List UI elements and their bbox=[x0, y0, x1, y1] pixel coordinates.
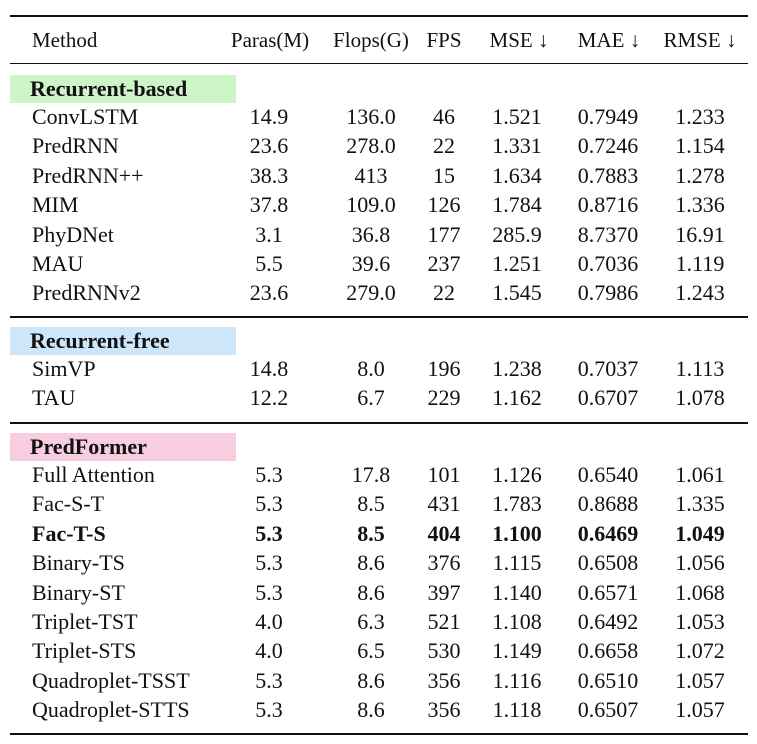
cell-params: 5.3 bbox=[255, 520, 283, 546]
header-mse: MSE ↓ bbox=[489, 28, 549, 52]
cell-flops: 6.3 bbox=[357, 609, 385, 634]
table-row bbox=[0, 666, 757, 695]
cell-mae: 0.6508 bbox=[577, 550, 639, 576]
cell-mse: 1.126 bbox=[492, 462, 542, 487]
cell-flops: 17.8 bbox=[351, 462, 391, 487]
cell-rmse: 1.057 bbox=[675, 667, 725, 693]
cell-mse: 285.9 bbox=[492, 221, 542, 247]
cell-fps: 22 bbox=[433, 133, 455, 159]
cell-params: 4.0 bbox=[255, 638, 283, 664]
cell-params: 14.9 bbox=[249, 104, 289, 129]
cell-params: 12.2 bbox=[249, 385, 289, 411]
header-rule bbox=[10, 63, 748, 64]
cell-params: 5.5 bbox=[255, 251, 283, 276]
cell-mae: 0.8688 bbox=[577, 491, 639, 517]
cell-mse: 1.238 bbox=[492, 356, 542, 381]
table-row bbox=[0, 519, 757, 548]
cell-method: Binary-TS bbox=[32, 550, 125, 576]
cell-flops: 39.6 bbox=[351, 251, 391, 276]
cell-mse: 1.118 bbox=[492, 697, 542, 723]
cell-mse: 1.149 bbox=[492, 638, 542, 664]
table-row bbox=[0, 607, 757, 636]
cell-method: Quadroplet-TSST bbox=[32, 667, 190, 693]
table-row bbox=[0, 548, 757, 577]
cell-flops: 6.7 bbox=[357, 385, 385, 411]
cell-fps: 46 bbox=[433, 104, 455, 129]
table-row bbox=[0, 161, 757, 190]
cell-params: 23.6 bbox=[249, 280, 289, 306]
cell-mae: 0.6540 bbox=[577, 462, 639, 487]
cell-fps: 126 bbox=[427, 192, 461, 218]
cell-method: PhyDNet bbox=[32, 221, 114, 247]
cell-method: Triplet-TST bbox=[32, 609, 138, 634]
cell-method: Fac-T-S bbox=[32, 520, 106, 546]
header-method: Method bbox=[32, 28, 98, 52]
cell-params: 5.3 bbox=[255, 697, 283, 723]
cell-fps: 431 bbox=[427, 491, 461, 517]
cell-mae: 0.6469 bbox=[577, 520, 639, 546]
cell-fps: 530 bbox=[427, 638, 461, 664]
cell-fps: 229 bbox=[427, 385, 461, 411]
cell-mse: 1.162 bbox=[492, 385, 542, 411]
cell-mae: 0.7246 bbox=[577, 133, 639, 159]
cell-method: Binary-ST bbox=[32, 579, 125, 605]
table-row bbox=[0, 131, 757, 160]
cell-mae: 0.6510 bbox=[577, 667, 639, 693]
cell-flops: 6.5 bbox=[357, 638, 385, 664]
cell-mse: 1.251 bbox=[492, 251, 542, 276]
cell-method: Triplet-STS bbox=[32, 638, 137, 664]
cell-mse: 1.100 bbox=[492, 520, 542, 546]
cell-mse: 1.521 bbox=[492, 104, 542, 129]
cell-method: MAU bbox=[32, 251, 84, 276]
cell-method: PredRNN bbox=[32, 133, 119, 159]
cell-rmse: 1.056 bbox=[675, 550, 725, 576]
cell-rmse: 1.061 bbox=[675, 462, 725, 487]
bottom-rule bbox=[10, 733, 748, 735]
cell-method: TAU bbox=[32, 385, 76, 411]
top-rule bbox=[10, 15, 748, 17]
cell-rmse: 1.113 bbox=[675, 356, 725, 381]
cell-rmse: 1.154 bbox=[675, 133, 725, 159]
header-rmse: RMSE ↓ bbox=[663, 28, 737, 52]
cell-method: SimVP bbox=[32, 356, 96, 381]
cell-flops: 279.0 bbox=[346, 280, 396, 306]
group-label: Recurrent-based bbox=[10, 75, 236, 103]
cell-flops: 136.0 bbox=[346, 104, 396, 129]
table-row bbox=[0, 220, 757, 249]
cell-fps: 376 bbox=[427, 550, 461, 576]
cell-fps: 101 bbox=[427, 462, 461, 487]
cell-mae: 0.7036 bbox=[577, 251, 639, 276]
cell-rmse: 1.053 bbox=[675, 609, 725, 634]
group-separator-rule bbox=[10, 316, 748, 318]
cell-params: 5.3 bbox=[255, 491, 283, 517]
group-separator-rule bbox=[10, 422, 748, 424]
cell-mae: 0.8716 bbox=[577, 192, 639, 218]
cell-rmse: 1.336 bbox=[675, 192, 725, 218]
table-row bbox=[0, 354, 757, 383]
cell-params: 23.6 bbox=[249, 133, 289, 159]
cell-mae: 8.7370 bbox=[577, 221, 639, 247]
table-row bbox=[0, 383, 757, 412]
cell-method: Quadroplet-STTS bbox=[32, 697, 190, 723]
cell-method: MIM bbox=[32, 192, 79, 218]
cell-params: 5.3 bbox=[255, 667, 283, 693]
cell-params: 38.3 bbox=[249, 162, 289, 188]
cell-params: 37.8 bbox=[249, 192, 289, 218]
cell-method: PredRNNv2 bbox=[32, 280, 141, 306]
cell-flops: 8.0 bbox=[357, 356, 385, 381]
cell-rmse: 16.91 bbox=[675, 221, 725, 247]
cell-fps: 521 bbox=[427, 609, 461, 634]
cell-mse: 1.634 bbox=[492, 162, 542, 188]
cell-params: 5.3 bbox=[255, 579, 283, 605]
group-label: PredFormer bbox=[10, 433, 236, 461]
cell-params: 3.1 bbox=[255, 221, 283, 247]
table-row bbox=[0, 489, 757, 518]
cell-mse: 1.115 bbox=[492, 550, 542, 576]
header-params: Paras(M) bbox=[230, 28, 310, 52]
cell-method: Full Attention bbox=[32, 462, 155, 487]
cell-rmse: 1.243 bbox=[675, 280, 725, 306]
cell-mae: 0.6571 bbox=[577, 579, 639, 605]
table-row bbox=[0, 102, 757, 131]
cell-fps: 15 bbox=[433, 162, 455, 188]
cell-mae: 0.7037 bbox=[577, 356, 639, 381]
table-row bbox=[0, 249, 757, 278]
cell-rmse: 1.072 bbox=[675, 638, 725, 664]
header-row bbox=[0, 26, 757, 55]
cell-fps: 404 bbox=[427, 520, 461, 546]
cell-mae: 0.7986 bbox=[577, 280, 639, 306]
cell-rmse: 1.068 bbox=[675, 579, 725, 605]
cell-mse: 1.140 bbox=[492, 579, 542, 605]
cell-params: 4.0 bbox=[255, 609, 283, 634]
cell-mse: 1.108 bbox=[492, 609, 542, 634]
cell-rmse: 1.119 bbox=[675, 251, 725, 276]
header-flops: Flops(G) bbox=[333, 28, 409, 52]
cell-rmse: 1.078 bbox=[675, 385, 725, 411]
cell-flops: 8.6 bbox=[357, 667, 385, 693]
cell-fps: 22 bbox=[433, 280, 455, 306]
cell-flops: 8.6 bbox=[357, 697, 385, 723]
group-label: Recurrent-free bbox=[10, 327, 236, 355]
cell-rmse: 1.278 bbox=[675, 162, 725, 188]
cell-rmse: 1.233 bbox=[675, 104, 725, 129]
cell-mae: 0.7949 bbox=[577, 104, 639, 129]
cell-method: Fac-S-T bbox=[32, 491, 105, 517]
cell-params: 5.3 bbox=[255, 462, 283, 487]
cell-mae: 0.6507 bbox=[577, 697, 639, 723]
cell-params: 14.8 bbox=[249, 356, 289, 381]
cell-mae: 0.7883 bbox=[577, 162, 639, 188]
header-mae: MAE ↓ bbox=[577, 28, 641, 52]
table-row bbox=[0, 695, 757, 724]
cell-fps: 356 bbox=[427, 697, 461, 723]
table-row bbox=[0, 636, 757, 665]
table-row bbox=[0, 460, 757, 489]
cell-fps: 177 bbox=[427, 221, 461, 247]
cell-flops: 8.5 bbox=[357, 520, 385, 546]
table-row bbox=[0, 278, 757, 307]
table-row bbox=[0, 578, 757, 607]
cell-flops: 8.6 bbox=[357, 550, 385, 576]
cell-flops: 8.6 bbox=[357, 579, 385, 605]
cell-mse: 1.784 bbox=[492, 192, 542, 218]
cell-rmse: 1.335 bbox=[675, 491, 725, 517]
table-row bbox=[0, 190, 757, 219]
cell-flops: 109.0 bbox=[346, 192, 396, 218]
cell-mse: 1.331 bbox=[492, 133, 542, 159]
cell-fps: 397 bbox=[427, 579, 461, 605]
cell-flops: 278.0 bbox=[346, 133, 396, 159]
cell-mae: 0.6658 bbox=[577, 638, 639, 664]
cell-mse: 1.116 bbox=[492, 667, 542, 693]
cell-mae: 0.6707 bbox=[577, 385, 639, 411]
cell-mae: 0.6492 bbox=[577, 609, 639, 634]
header-fps: FPS bbox=[426, 28, 462, 52]
cell-flops: 8.5 bbox=[357, 491, 385, 517]
cell-method: PredRNN++ bbox=[32, 162, 144, 188]
cell-params: 5.3 bbox=[255, 550, 283, 576]
cell-rmse: 1.049 bbox=[675, 520, 725, 546]
cell-fps: 237 bbox=[427, 251, 461, 276]
cell-mse: 1.545 bbox=[492, 280, 542, 306]
cell-flops: 413 bbox=[354, 162, 388, 188]
cell-method: ConvLSTM bbox=[32, 104, 139, 129]
cell-fps: 356 bbox=[427, 667, 461, 693]
cell-mse: 1.783 bbox=[492, 491, 542, 517]
cell-rmse: 1.057 bbox=[675, 697, 725, 723]
cell-fps: 196 bbox=[427, 356, 461, 381]
cell-flops: 36.8 bbox=[351, 221, 391, 247]
